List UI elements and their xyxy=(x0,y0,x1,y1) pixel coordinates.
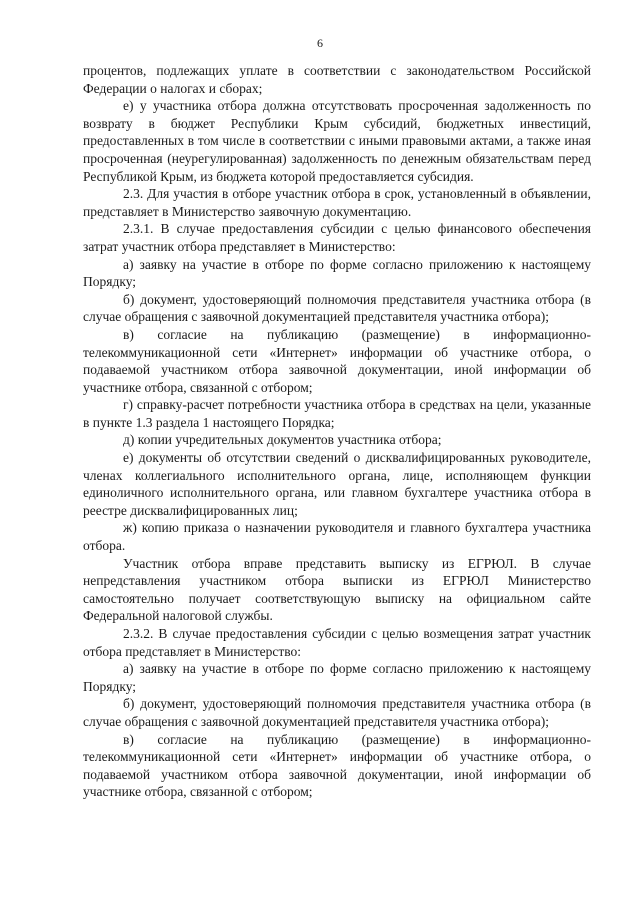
list-item-d-founding-documents: д) копии учредительных документов участника отбора; xyxy=(123,432,442,448)
paragraph-2-3: 2.3. Для участия в отборе участник отбора в срок, установленный в объявлении, представляет в Министерство заявочную документацию. xyxy=(83,186,591,219)
list-item-zh-appointment-order: ж) копию приказа о назначении руководителя и главного бухгалтера участника отбора. xyxy=(83,520,591,554)
document-body xyxy=(83,62,591,801)
list-item-b-authority-document: б) документ, удостоверяющий полномочия представителя участника отбора (в случае обращения с заявочной документацией представителя участника отбора); xyxy=(83,291,591,325)
list-item-a-application-2: а) заявку на участие в отборе по форме согласно приложению к настоящему Порядку; xyxy=(83,661,591,694)
list-item-b-authority-document-2: б) документ, удостоверяющий полномочия представителя участника отбора (в случае обращения с заявочной документацией представителя участника отбора); xyxy=(83,696,591,729)
list-item-v-publication-consent: в) согласие на публикацию (размещение) в информационно-телекоммуникационной сети «Интернет» информации об участнике отбора, о подаваемой участником отбора заявочной документации, иной информации об участнике отбора, связанной с отбором; xyxy=(83,326,591,395)
paragraph-egrul-extract: Участник отбора вправе представить выписку из ЕГРЮЛ. В случае непредставления участником отбора выписки из ЕГРЮЛ Министерство самостоятельно получает соответствующую выписку на официальном сайте Федеральной налоговой службы. xyxy=(83,555,591,624)
list-item-v-publication-consent-2: в) согласие на публикацию (размещение) в информационно-телекоммуникационной сети «Интернет» информации об участнике отбора, о подаваемой участником отбора заявочной документации, иной информации об участнике отбора, связанной с отбором; xyxy=(83,731,591,800)
list-item-g-needs-calculation: г) справку-расчет потребности участника отбора в средствах на цели, указанные в пункте 1.3 раздела 1 настоящего Порядка; xyxy=(83,397,591,430)
page-number: 6 xyxy=(317,36,323,50)
list-item-a-application: а) заявку на участие в отборе по форме согласно приложению к настоящему Порядку; xyxy=(83,256,591,290)
paragraph-item-e-debt: е) у участника отбора должна отсутствовать просроченная задолженность по возврату в бюджет Республики Крым субсидий, бюджетных инвестиций, предоставленных в том числе в соответствии с иными правовыми актами, а также иная просроченная (неурегулированная) задолженность по денежным обязательствам перед Республикой Крым, из бюджета которой предоставляется субсидия. xyxy=(83,98,591,184)
paragraph-2-3-1: 2.3.1. В случае предоставления субсидии с целью финансового обеспечения затрат участник отбора представляет в Министерство: xyxy=(83,221,591,254)
paragraph-2-3-2: 2.3.2. В случае предоставления субсидии с целью возмещения затрат участник отбора представляет в Министерство: xyxy=(83,626,591,659)
paragraph-taxes-continuation: процентов, подлежащих уплате в соответствии с законодательством Российской Федерации о налогах и сборах; xyxy=(83,63,591,96)
list-item-e-disqualification-documents: е) документы об отсутствии сведений о дисквалифицированных руководителе, членах коллегиального исполнительного органа, лице, исполняющем функции единоличного исполнительного органа, или главном бухгалтере участника отбора в реестре дисквалифицированных лиц; xyxy=(83,450,591,518)
